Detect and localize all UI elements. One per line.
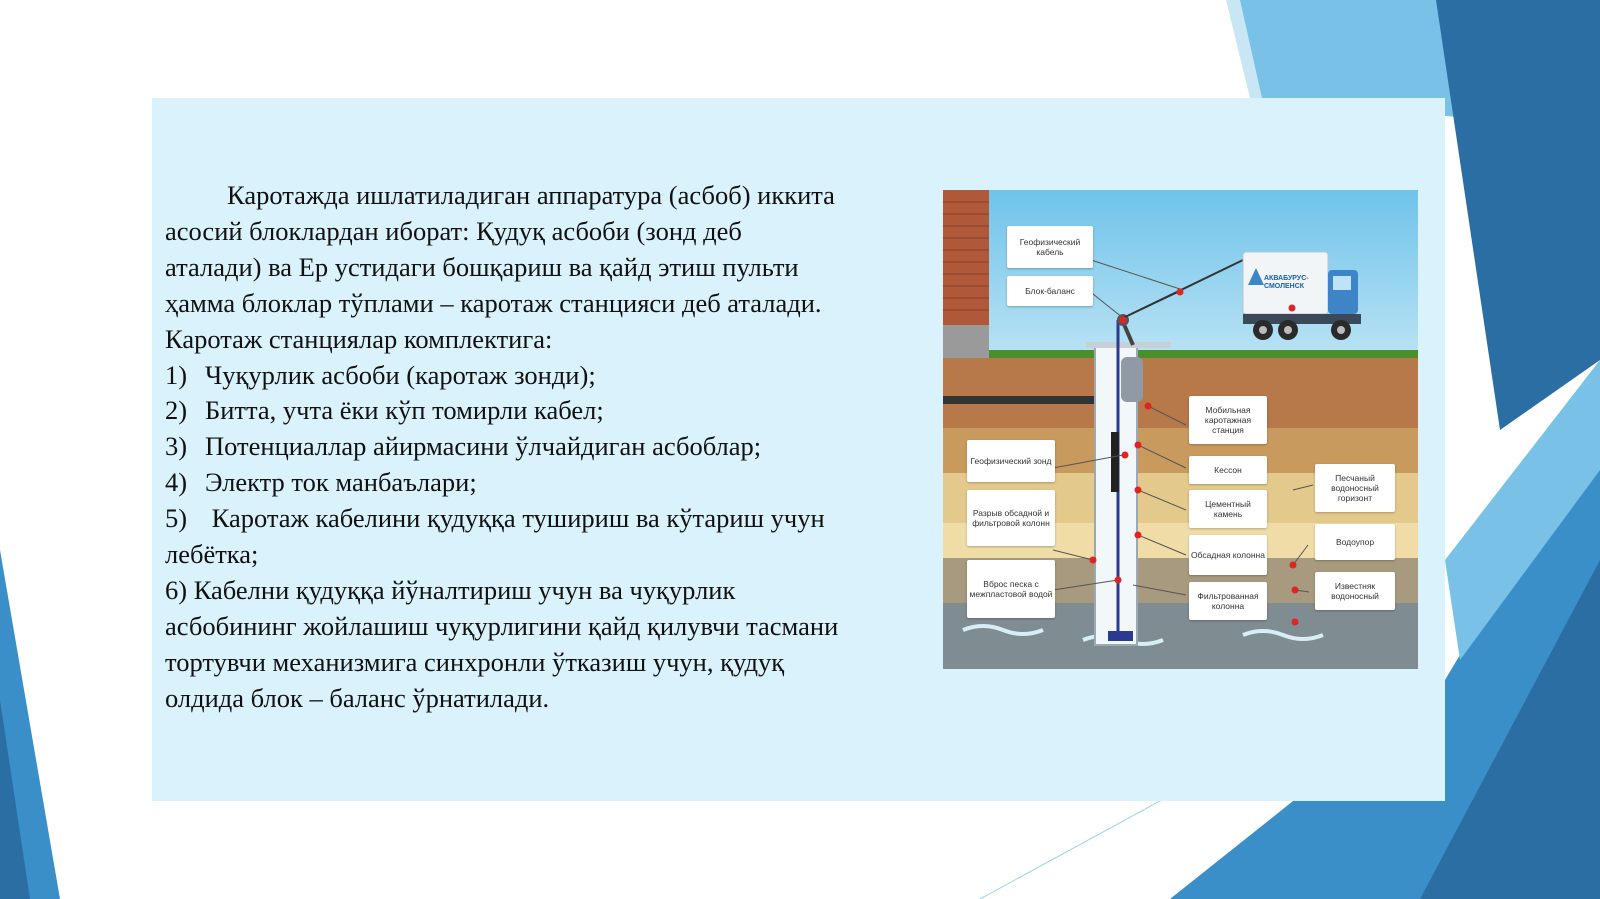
bg-thin-line [980,790,1180,899]
list-item-5 [165,501,935,537]
truck-brand [1264,275,1309,291]
label-sand-aquifer: Песчаный водоносный горизонт [1315,464,1395,512]
well-bottom [1108,631,1133,641]
list-number: 3) [165,431,188,462]
list-number: 5) [165,503,188,534]
label-aquitard: Водоупор [1315,524,1395,560]
list-text: Электр ток манбаълари; [205,467,477,498]
list-text: Битта, учта ёки кўп томирли кабел; [205,395,604,426]
slide-text [165,178,935,717]
list-number: 2) [165,395,188,426]
truck-window [1333,276,1351,290]
item6-line-2: асбобининг жойлашиш чуқурлигини қайд қилувчи тасмани [165,610,839,641]
label-casing-rupture: Разрыв обсадной и фильтровой колонн [967,490,1055,546]
list-text: Чуқурлик асбоби (каротаж зонди); [205,359,596,390]
paragraph-line-4: ҳамма блоклар тўплами – каротаж станцияси деб аталади. [165,287,822,318]
list-item-4 [165,465,935,501]
brick-wall [943,190,989,325]
pump [1121,357,1143,402]
label-cement-stone: Цементный камень [1189,490,1267,528]
label-geophys-cable: Геофизический кабель [1007,226,1093,268]
label-filter-column: Фильтрованная колонна [1189,582,1267,620]
caisson-top [1086,342,1171,348]
probe [1111,432,1119,492]
soil-layer-1 [943,358,1418,428]
truck-brand-line2: СМОЛЕНСК [1264,283,1305,290]
list-item-5-continuation: лебётка; [165,539,259,570]
paragraph-line-5: Каротаж станциялар комплектига: [165,323,553,354]
house-pipe [943,396,1098,404]
label-block-balance: Блок-баланс [1007,276,1093,306]
well-diagram [943,190,1418,669]
list-item-2 [165,393,935,429]
label-geophys-probe: Геофизический зонд [967,440,1055,482]
label-caisson: Кессон [1189,456,1267,484]
paragraph-line-1: Каротажда ишлатиладиган аппаратура (асбоб) иккита [227,180,835,210]
label-casing: Обсадная колонна [1189,535,1267,575]
list-text: Потенциаллар айирмасини ўлчайдиган асбоблар; [205,431,762,462]
list-item-3 [165,429,935,465]
item6-line-3: тортувчи механизмига синхронли ўтказиш учун, қудуқ [165,646,785,677]
paragraph-line-2: асосий блоклардан иборат: Қудуқ асбоби (зонд деб [165,215,742,246]
list-number: 4) [165,467,188,498]
bg-shape-top-dark [1436,0,1600,430]
list-item-1 [165,358,935,394]
paragraph-line-3: аталади) ва Ер устидаги бошқариш ва қайд этиш пульти [165,251,799,282]
item6-line-4: олдида блок – баланс ўрнатилади. [165,682,550,713]
list-text: Каротаж кабелини қудуққа тушириш ва кўтариш учун [205,503,825,534]
item6-line-1: 6) Кабелни қудуққа йўналтириш учун ва чуқурлик [165,574,736,605]
label-sand-ejection: Вброс песка с межпластовой водой [967,560,1055,618]
list-number: 1) [165,359,188,390]
truck-brand-line1: АКВАБУРУС- [1264,275,1309,282]
label-mobile-station: Мобильная каротажная станция [1189,396,1267,444]
grass [989,350,1418,358]
label-limestone-aquifer: Известняк водоносный [1315,572,1395,610]
